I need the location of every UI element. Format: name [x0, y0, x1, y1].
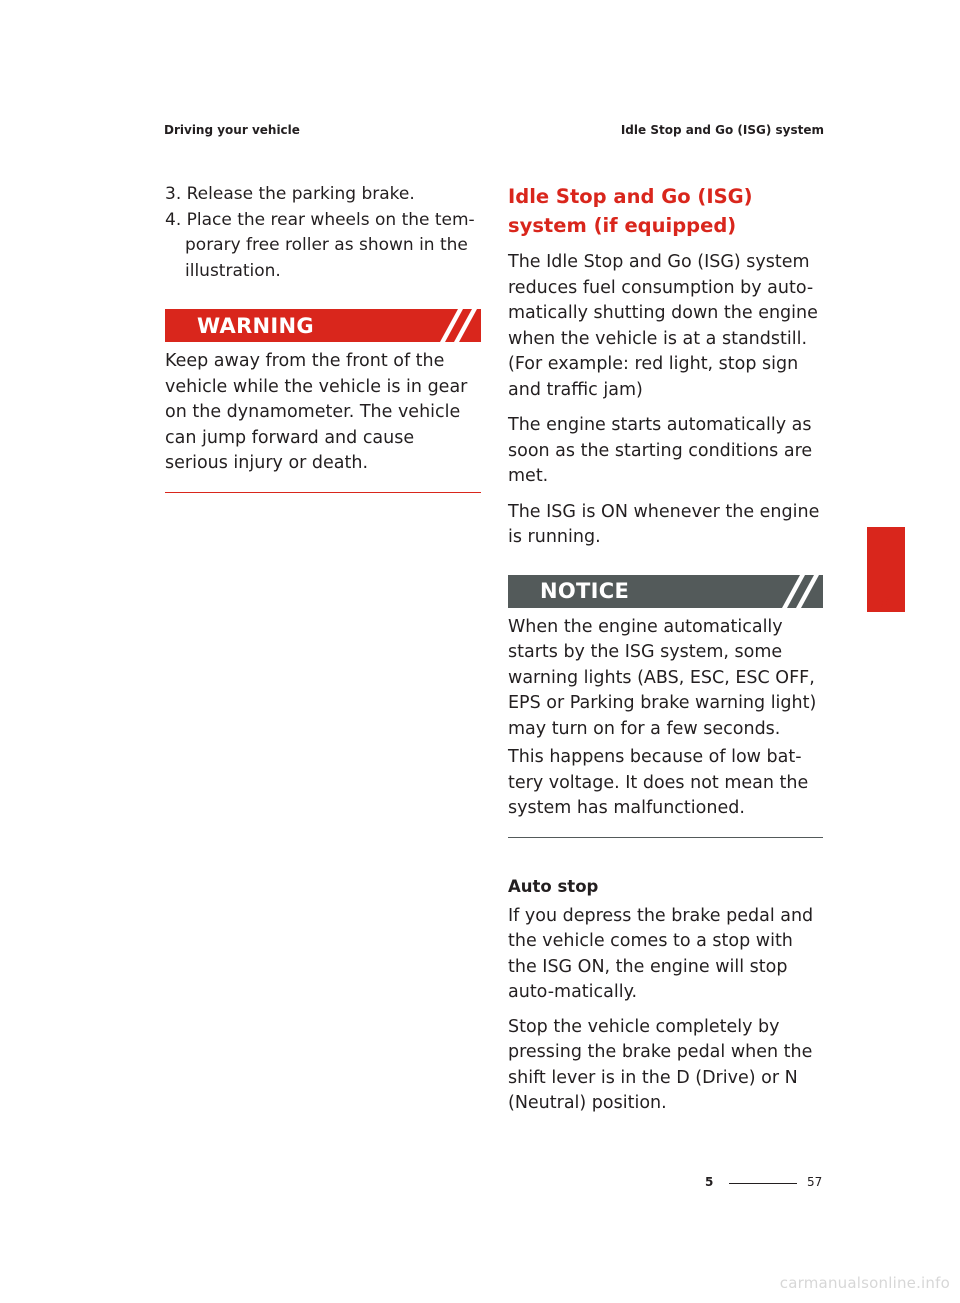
warning-slash-decoration: [429, 309, 481, 342]
auto-stop-heading: Auto stop: [508, 876, 599, 896]
start-paragraph: The engine starts automatically as soon as the starting conditions are met.: [508, 415, 813, 486]
right-column: [508, 182, 823, 1117]
notice-slash-decoration: [771, 575, 823, 608]
auto-stop-paragraph-2: Stop the vehicle completely by pressing the brake pedal when the shift lever is in the D (Drive) or N (Neutral) position.: [508, 1016, 813, 1113]
auto-stop-paragraph-1: If you depress the brake pedal and the vehicle comes to a stop with the ISG ON, the engine will stop auto-matically.: [508, 905, 814, 1002]
notice-paragraph-1: When the engine automatically starts by the ISG system, some warning lights (ABS, ESC, ESC OFF, EPS or Parking brake warning light) may turn on for a few seconds.: [508, 616, 817, 739]
notice-label: NOTICE: [540, 579, 630, 603]
header-topic-title: Idle Stop and Go (ISG) system: [620, 123, 824, 137]
footer-page-number: 57: [807, 1175, 823, 1189]
isg-on-paragraph: The ISG is ON whenever the engine is running.: [508, 501, 820, 547]
warning-banner: [165, 309, 481, 342]
warning-text: Keep away from the front of the vehicle while the vehicle is in gear on the dynamometer. The vehicle can jump forward and cause serious injury or death.: [165, 351, 468, 473]
notice-banner: [508, 575, 823, 608]
step-3: 3. Release the parking brake.: [165, 184, 415, 204]
notice-end-rule: [508, 837, 823, 838]
footer-divider: [729, 1183, 797, 1184]
warning-label: WARNING: [197, 313, 314, 338]
watermark: carmanualsonline.info: [779, 1274, 950, 1292]
header-section-title: Driving your vehicle: [164, 123, 300, 137]
left-column: [165, 182, 481, 493]
warning-end-rule: [165, 492, 481, 493]
section-title: Idle Stop and Go (ISG) system (if equipped): [508, 185, 753, 237]
chapter-tab-number: 5: [880, 592, 892, 611]
intro-paragraph: The Idle Stop and Go (ISG) system reduces fuel consumption by auto-matically shutting down the engine when the vehicle is at a standstill. (For example: red light, stop sign and traffic jam): [508, 252, 818, 400]
step-4: 4. Place the rear wheels on the tem-porary free roller as shown in the illustration.: [165, 209, 475, 281]
notice-paragraph-2: This happens because of low bat-tery voltage. It does not mean the system has malfunctioned.: [508, 747, 809, 818]
footer-section-number: 5: [705, 1175, 714, 1189]
